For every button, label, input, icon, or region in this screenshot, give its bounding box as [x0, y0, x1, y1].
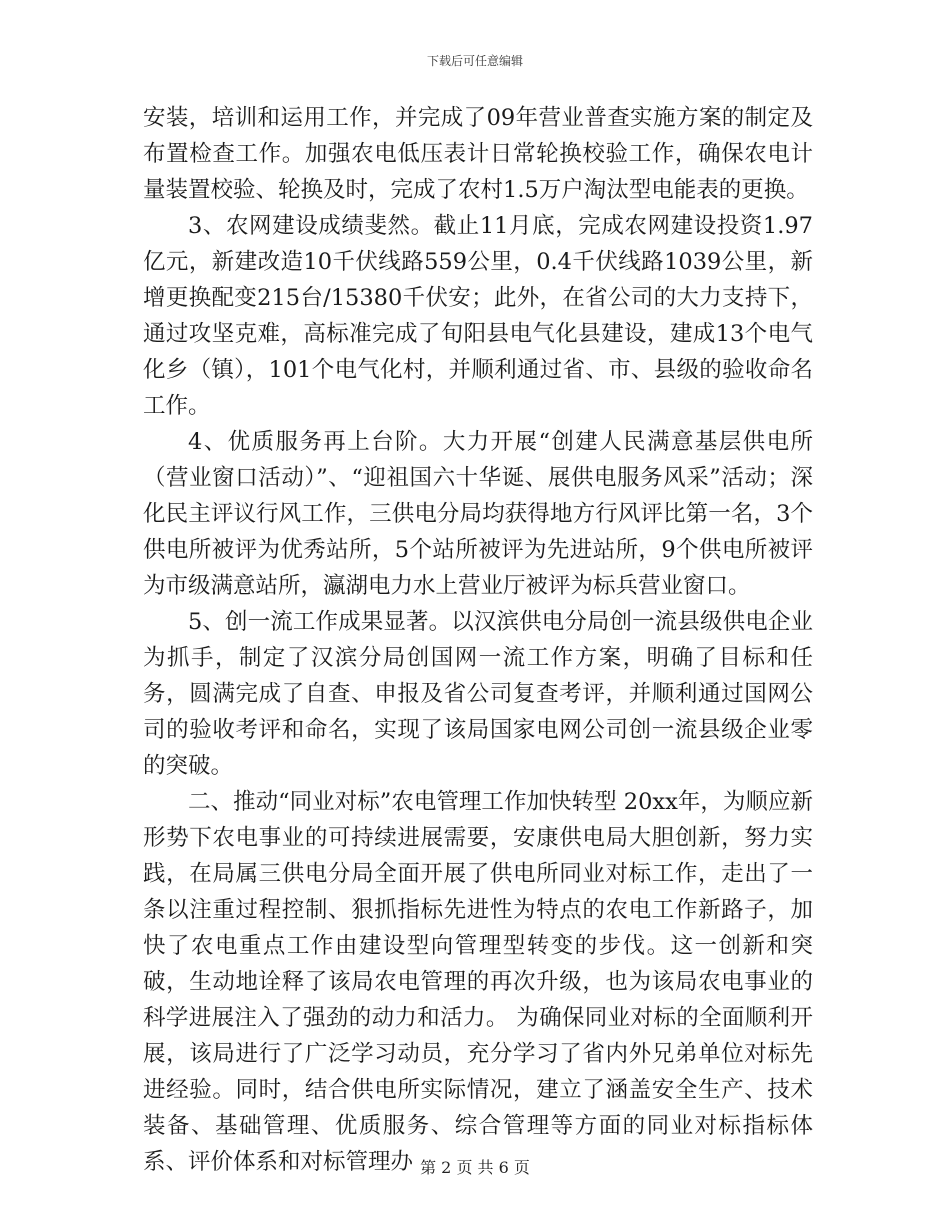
page-header: 下载后可任意编辑	[426, 54, 523, 68]
document-body	[143, 100, 813, 1180]
page-footer: 第 2 页 共 6 页	[420, 1158, 530, 1177]
paragraph-first-class: 5、创一流工作成果显著。以汉滨供电分局创一流县级供电企业为抓手，制定了汉滨分局创国网一流工作方案，明确了目标和任务，圆满完成了自查、申报及省公司复查考评，并顺利通过国网公司的验收考评和命名，实现了该局国家电网公司创一流县级企业零的突破。	[143, 609, 813, 779]
paragraph-rural-grid: 3、农网建设成绩斐然。截止11月底，完成农网建设投资1.97亿元，新建改造10千伏线路559公里，0.4千伏线路1039公里，新增更换配变215台/15380千伏安；此外，在省公司的大力支持下，通过攻坚克难，高标准完成了旬阳县电气化县建设，建成13个电气化乡（镇），101个电气化村，并顺利通过省、市、县级的验收命名工作。	[143, 213, 813, 419]
paragraph-continuation: 安装，培训和运用工作，并完成了09年营业普查实施方案的制定及布置检查工作。加强农电低压表计日常轮换校验工作，确保农电计量装置校验、轮换及时，完成了农村1.5万户淘汰型电能表的更换。	[143, 105, 813, 203]
paragraph-benchmarking: 二、推动“同业对标”农电管理工作加快转型 20xx年，为顺应新形势下农电事业的可持续进展需要，安康供电局大胆创新，努力实践，在局属三供电分局全面开展了供电所同业对标工作，走出了一条以注重过程控制、狠抓指标先进性为特点的农电工作新路子，加快了农电重点工作由建设型向管理型转变的步伐。这一创新和突破，生动地诠释了该局农电管理的再次升级，也为该局农电事业的科学进展注入了强劲的动力和活力。 为确保同业对标的全面顺利开展，该局进行了广泛学习动员，充分学习了省内外兄弟单位对标先进经验。同时，结合供电所实际情况，建立了涵盖安全生产、技术装备、基础管理、优质服务、综合管理等方面的同业对标指标体系、评价体系和对标管理办	[143, 789, 813, 1175]
paragraph-quality-service: 4、优质服务再上台阶。大力开展“创建人民满意基层供电所（营业窗口活动）”、“迎祖国六十华诞、展供电服务风采”活动；深化民主评议行风工作，三供电分局均获得地方行风评比第一名，3个供电所被评为优秀站所，5个站所被评为先进站所，9个供电所被评为市级满意站所，瀛湖电力水上营业厅被评为标兵营业窗口。	[143, 429, 813, 599]
